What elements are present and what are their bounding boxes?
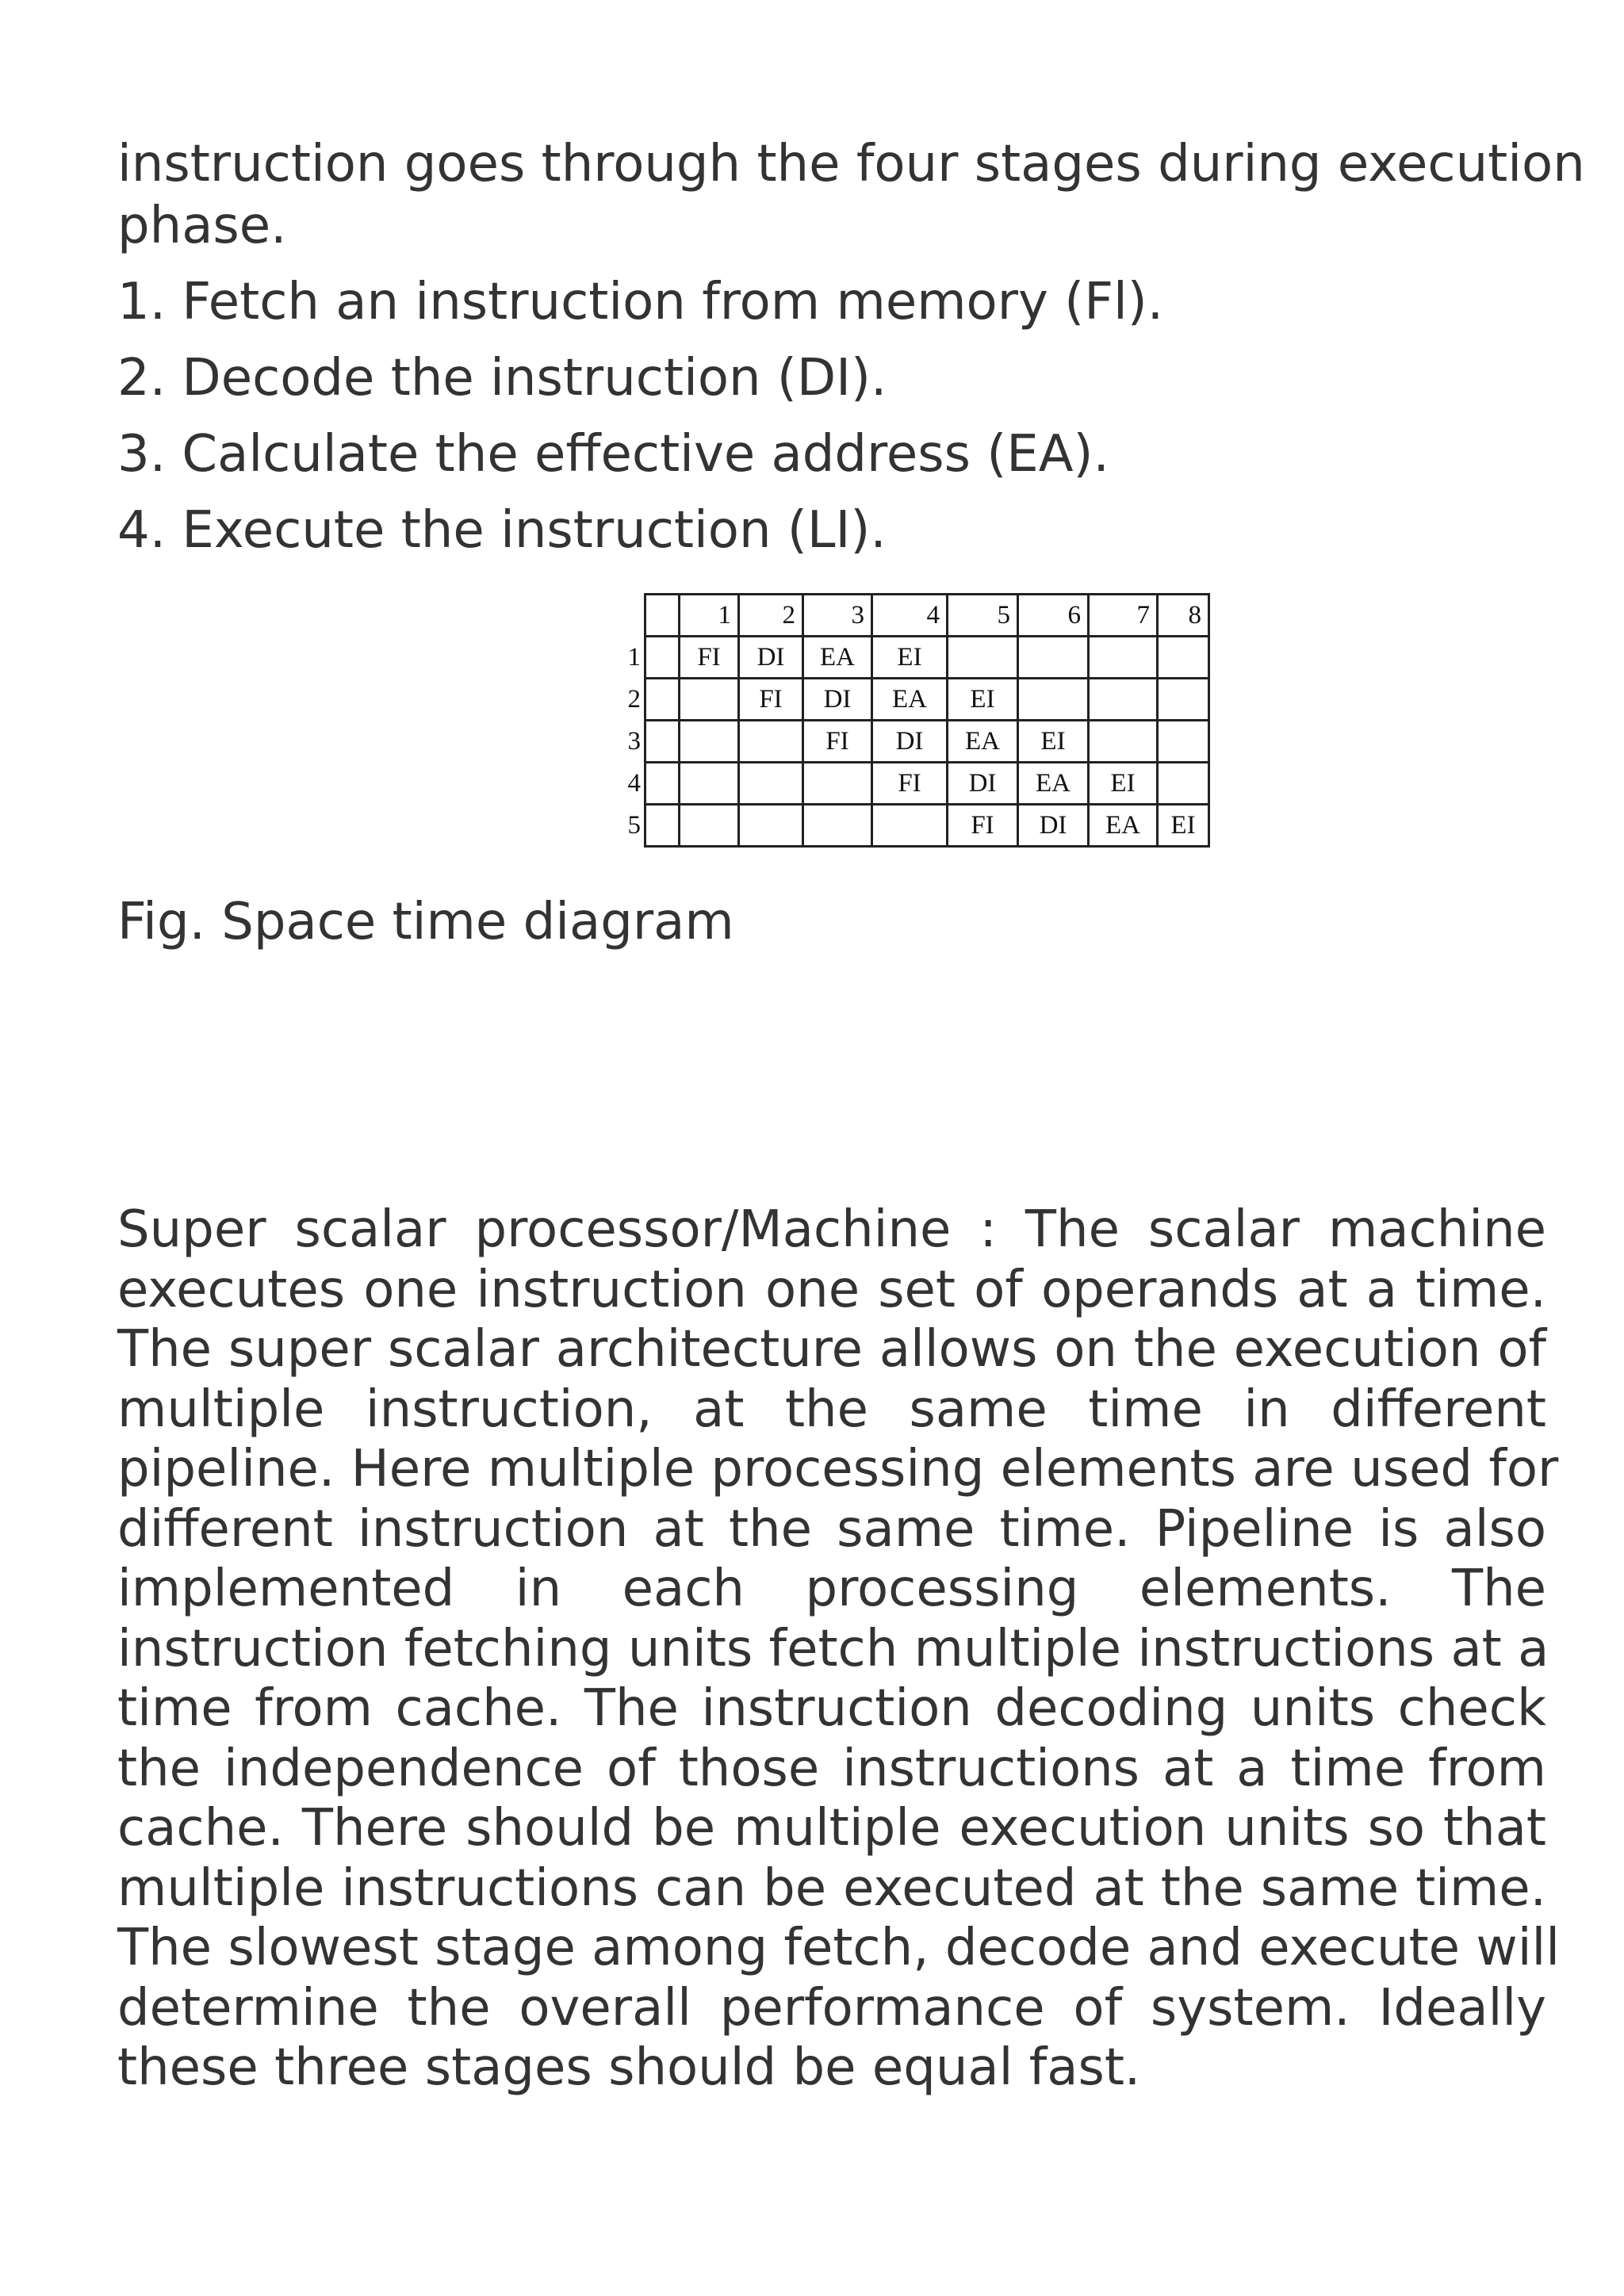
paragraph-line: implemented in each processing elements. The [117, 1559, 1546, 1618]
intro-line-1: instruction goes through the four stages during execution [117, 135, 1585, 193]
paragraph-line: multiple instruction, at the same time in different [117, 1380, 1546, 1439]
stage-cell: DI [948, 763, 1018, 805]
stage-cell [680, 763, 739, 805]
col-header-2: 2 [739, 595, 803, 637]
paragraph-line: time from cache. The instruction decoding units check [117, 1679, 1546, 1738]
stage-cell [1158, 721, 1209, 763]
figure-caption: Fig. Space time diagram [117, 893, 734, 951]
row-gap-cell [645, 721, 680, 763]
stage-cell: EI [1089, 763, 1158, 805]
table-row [619, 763, 1209, 805]
paragraph-line: the independence of those instructions at a time from [117, 1739, 1546, 1798]
stage-cell: FI [739, 679, 803, 721]
table-row [619, 679, 1209, 721]
step-1: 1. Fetch an instruction from memory (Fl). [117, 273, 1164, 331]
stage-cell [872, 805, 948, 847]
stage-cell: DI [872, 721, 948, 763]
stage-cell [803, 805, 872, 847]
paragraph-line: instruction fetching units fetch multiple instructions at a [117, 1619, 1549, 1678]
header-gap-cell [645, 595, 680, 637]
row-gap-cell [645, 637, 680, 679]
paragraph-line: multiple instructions can be executed at the same time. [117, 1858, 1546, 1918]
stage-cell: DI [739, 637, 803, 679]
paragraph-line: pipeline. Here multiple processing elements are used for [117, 1440, 1559, 1498]
stage-cell [1018, 637, 1089, 679]
stage-cell: EI [948, 679, 1018, 721]
stage-cell: EA [948, 721, 1018, 763]
table-row [619, 721, 1209, 763]
paragraph-line: different instruction at the same time. Pipeline is also [117, 1499, 1546, 1559]
stage-cell: EI [872, 637, 948, 679]
row-gap-cell [645, 805, 680, 847]
stage-cell: FI [680, 637, 739, 679]
row-header: 2 [619, 679, 645, 721]
stage-cell [1158, 763, 1209, 805]
stage-cell: DI [803, 679, 872, 721]
col-header-5: 5 [948, 595, 1018, 637]
stage-cell: EA [1018, 763, 1089, 805]
paragraph-line: Super scalar processor/Machine : The scalar machine [117, 1200, 1546, 1259]
stage-cell [803, 763, 872, 805]
super-scalar-paragraph [117, 1200, 1561, 2099]
stage-cell: EI [1158, 805, 1209, 847]
space-time-diagram [619, 593, 1210, 848]
row-header: 5 [619, 805, 645, 847]
step-2: 2. Decode the instruction (DI). [117, 349, 887, 408]
col-header-6: 6 [1018, 595, 1089, 637]
stage-cell [1089, 679, 1158, 721]
row-header: 4 [619, 763, 645, 805]
row-header: 1 [619, 637, 645, 679]
table-row [619, 637, 1209, 679]
paragraph-line: these three stages should be equal fast. [117, 2038, 1141, 2097]
stage-cell [1158, 637, 1209, 679]
stage-cell [739, 721, 803, 763]
table-row [619, 805, 1209, 847]
stage-cell [680, 805, 739, 847]
stage-cell [680, 679, 739, 721]
paragraph-line: executes one instruction one set of operands at a time. [117, 1260, 1546, 1319]
paragraph-line: cache. There should be multiple execution units so that [117, 1799, 1546, 1858]
col-header-3: 3 [803, 595, 872, 637]
stage-cell: FI [948, 805, 1018, 847]
paragraph-line: determine the overall performance of system. Ideally [117, 1978, 1546, 2038]
stage-cell [739, 805, 803, 847]
paragraph-line: The super scalar architecture allows on the execution of [117, 1320, 1546, 1379]
header-row [619, 595, 1209, 637]
step-4: 4. Execute the instruction (LI). [117, 501, 887, 560]
stage-cell [1158, 679, 1209, 721]
row-gap-cell [645, 679, 680, 721]
stage-cell [680, 721, 739, 763]
col-header-1: 1 [680, 595, 739, 637]
paragraph-line: The slowest stage among fetch, decode and execute will [117, 1919, 1561, 1977]
stage-cell: EI [1018, 721, 1089, 763]
row-header: 3 [619, 721, 645, 763]
stage-cell [1018, 679, 1089, 721]
col-header-4: 4 [872, 595, 948, 637]
stage-cell: EA [803, 637, 872, 679]
row-gap-cell [645, 763, 680, 805]
stage-cell [1089, 721, 1158, 763]
stage-cell: EA [872, 679, 948, 721]
intro-line-2: phase. [117, 197, 287, 255]
col-header-7: 7 [1089, 595, 1158, 637]
stage-cell [1089, 637, 1158, 679]
stage-cell: FI [803, 721, 872, 763]
corner-cell [619, 595, 645, 637]
step-3: 3. Calculate the effective address (EA). [117, 425, 1109, 484]
stage-cell: FI [872, 763, 948, 805]
page-content [117, 133, 1585, 575]
stage-cell: DI [1018, 805, 1089, 847]
stage-cell: EA [1089, 805, 1158, 847]
stage-cell [739, 763, 803, 805]
stage-cell [948, 637, 1018, 679]
intro-text [117, 133, 1585, 257]
space-time-table [619, 593, 1210, 848]
col-header-8: 8 [1158, 595, 1209, 637]
